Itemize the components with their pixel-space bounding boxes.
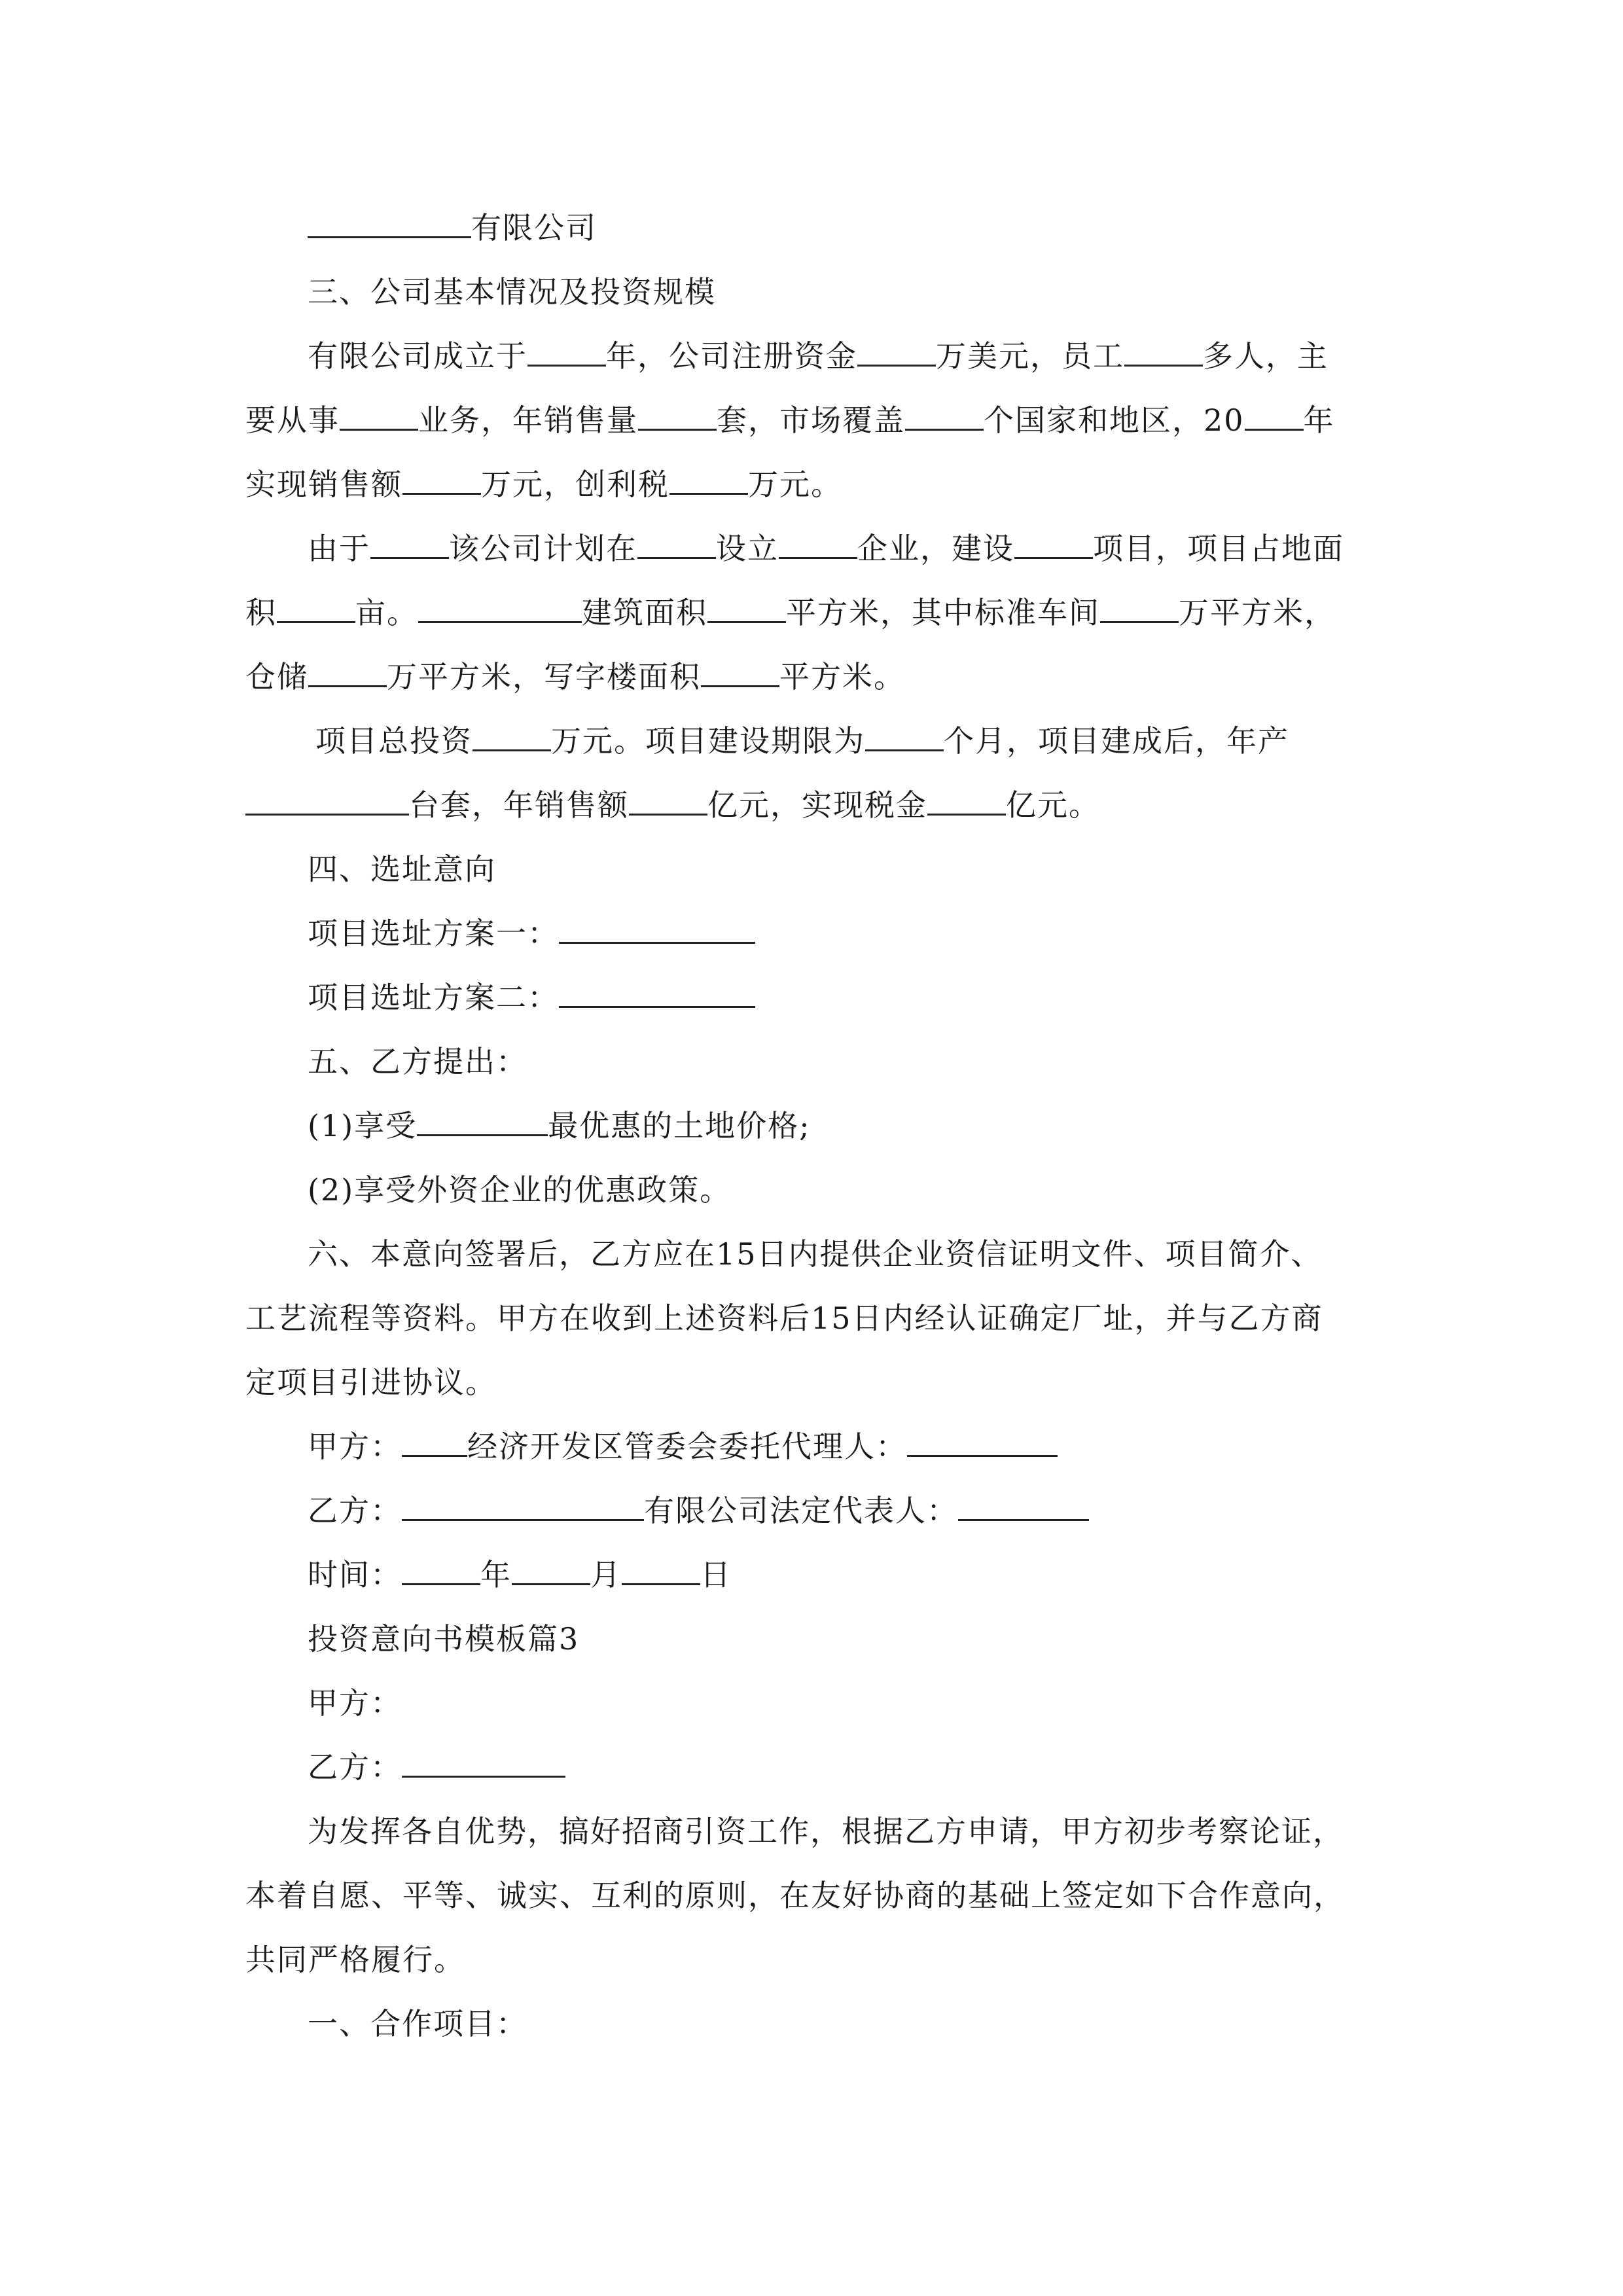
fill-in-blank	[1100, 595, 1179, 623]
line-text: 有限公司	[471, 210, 597, 245]
line-text: (2)享受外资企业的优惠政策。	[308, 1172, 732, 1208]
fill-in-blank	[559, 916, 755, 944]
line-text: 投资意向书模板篇3	[308, 1621, 580, 1657]
line-text: 亿元。	[1006, 787, 1100, 823]
line-text: 套，市场覆盖	[717, 403, 905, 438]
fill-in-blank	[701, 659, 779, 687]
line-text: 有限公司法定代表人：	[644, 1493, 958, 1528]
text-line	[308, 850, 496, 889]
text-line	[308, 1683, 402, 1723]
fill-in-blank	[418, 595, 582, 623]
text-line	[308, 1555, 732, 1594]
line-text: 为发挥各自优势，搞好招商引资工作，根据乙方申请，甲方初步考察论证，	[308, 1814, 1344, 1849]
fill-in-blank	[512, 1557, 590, 1585]
line-text: 甲方：	[308, 1429, 402, 1464]
line-text: 项目选址方案二：	[308, 980, 559, 1015]
fill-in-blank	[277, 595, 355, 623]
line-text: 一、合作项目：	[308, 2006, 527, 2041]
line-text: 定项目引进协议。	[245, 1365, 497, 1400]
text-line	[245, 1299, 1323, 1338]
text-line	[308, 1491, 1089, 1530]
text-line	[308, 1812, 1344, 1851]
line-text: 个国家和地区，20	[984, 403, 1245, 438]
line-text: 万元。	[748, 467, 842, 502]
line-text: 项目选址方案一：	[308, 916, 559, 951]
fill-in-blank	[1014, 531, 1093, 559]
text-line	[308, 1170, 731, 1210]
line-text: 企业，建设	[857, 531, 1014, 566]
text-line	[245, 1876, 1345, 1915]
line-text: (1)享受	[308, 1108, 418, 1143]
line-text: 乙方：	[308, 1493, 402, 1528]
line-text: 个月，项目建成后，年产	[944, 723, 1289, 759]
text-line	[308, 208, 597, 247]
line-text: 万平方米，	[1179, 595, 1336, 630]
line-text: 年，公司注册资金	[606, 338, 857, 374]
fill-in-blank	[629, 787, 707, 816]
line-text: 日	[700, 1557, 732, 1592]
line-text: 乙方：	[308, 1749, 402, 1785]
line-text: 要从事	[245, 403, 340, 438]
text-line	[308, 978, 755, 1017]
text-line	[308, 914, 755, 953]
text-line	[308, 1234, 1323, 1274]
text-line	[245, 465, 842, 504]
fill-in-blank	[417, 1108, 548, 1136]
line-text: 共同严格履行。	[245, 1942, 465, 1977]
line-text: 万元。项目建设期限为	[551, 723, 865, 759]
fill-in-blank	[559, 980, 755, 1008]
text-line	[245, 785, 1100, 825]
text-line	[245, 593, 1336, 632]
text-line	[308, 2004, 527, 2043]
text-line	[245, 1940, 465, 1979]
line-text: 本着自愿、平等、诚实、互利的原则，在友好协商的基础上签定如下合作意向，	[245, 1878, 1345, 1913]
line-text: 台套，年销售额	[409, 787, 629, 823]
line-text: 经济开发区管委会委托代理人：	[467, 1429, 907, 1464]
fill-in-blank	[402, 1557, 480, 1585]
line-text: 项目总投资	[315, 723, 473, 759]
fill-in-blank	[340, 403, 418, 431]
line-text: 平方米。	[779, 659, 905, 694]
line-text: 年	[480, 1557, 512, 1592]
text-line	[245, 1363, 497, 1402]
fill-in-blank	[1245, 403, 1304, 431]
text-line	[315, 721, 1289, 761]
fill-in-blank	[402, 1493, 644, 1521]
line-text: 万平方米，写字楼面积	[387, 659, 701, 694]
line-text: 项目，项目占地面	[1093, 531, 1344, 566]
line-text: 年	[1303, 403, 1335, 438]
line-text: 实现销售额	[245, 467, 402, 502]
line-text: 万美元，员工	[936, 338, 1124, 374]
line-text: 该公司计划在	[449, 531, 637, 566]
fill-in-blank	[402, 1429, 467, 1457]
line-text: 万元，创利税	[481, 467, 669, 502]
line-text: 时间：	[308, 1557, 402, 1592]
text-line	[308, 1619, 579, 1659]
fill-in-blank	[622, 1557, 700, 1585]
fill-in-blank	[958, 1493, 1089, 1521]
fill-in-blank	[402, 467, 481, 495]
text-line	[245, 657, 905, 696]
fill-in-blank	[637, 531, 716, 559]
fill-in-blank	[402, 1749, 565, 1778]
text-line	[308, 1106, 811, 1145]
line-text: 平方米，其中标准车间	[786, 595, 1100, 630]
fill-in-blank	[245, 787, 409, 816]
line-text: 积	[245, 595, 277, 630]
line-text: 有限公司成立于	[308, 338, 527, 374]
line-text: 四、选址意向	[308, 852, 496, 887]
line-text: 建筑面积	[582, 595, 707, 630]
fill-in-blank	[865, 723, 944, 751]
text-line	[245, 401, 1335, 440]
fill-in-blank	[669, 467, 748, 495]
text-line	[308, 1427, 1058, 1466]
fill-in-blank	[527, 338, 606, 367]
line-text: 业务，年销售量	[418, 403, 638, 438]
fill-in-blank	[370, 531, 449, 559]
fill-in-blank	[473, 723, 551, 751]
line-text: 亿元，实现税金	[707, 787, 927, 823]
fill-in-blank	[308, 210, 471, 238]
line-text: 亩。	[355, 595, 418, 630]
line-text: 最优惠的土地价格;	[548, 1108, 811, 1143]
fill-in-blank	[638, 403, 717, 431]
text-line	[308, 1748, 565, 1787]
text-line	[308, 529, 1344, 568]
text-line	[308, 1042, 527, 1081]
fill-in-blank	[905, 403, 984, 431]
fill-in-blank	[927, 787, 1006, 816]
line-text: 多人，主	[1203, 338, 1329, 374]
text-line	[308, 272, 716, 312]
line-text: 仓储	[245, 659, 308, 694]
fill-in-blank	[779, 531, 857, 559]
line-text: 月	[590, 1557, 622, 1592]
fill-in-blank	[707, 595, 786, 623]
fill-in-blank	[857, 338, 936, 367]
text-line	[308, 336, 1329, 376]
line-text: 由于	[308, 531, 370, 566]
line-text: 三、公司基本情况及投资规模	[308, 274, 716, 310]
line-text: 五、乙方提出：	[308, 1044, 527, 1079]
line-text: 甲方：	[308, 1685, 402, 1721]
fill-in-blank	[1124, 338, 1203, 367]
fill-in-blank	[907, 1429, 1058, 1457]
line-text: 六、本意向签署后，乙方应在15日内提供企业资信证明文件、项目简介、	[308, 1236, 1323, 1272]
fill-in-blank	[308, 659, 387, 687]
line-text: 设立	[716, 531, 779, 566]
line-text: 工艺流程等资料。甲方在收到上述资料后15日内经认证确定厂址，并与乙方商	[245, 1300, 1323, 1336]
